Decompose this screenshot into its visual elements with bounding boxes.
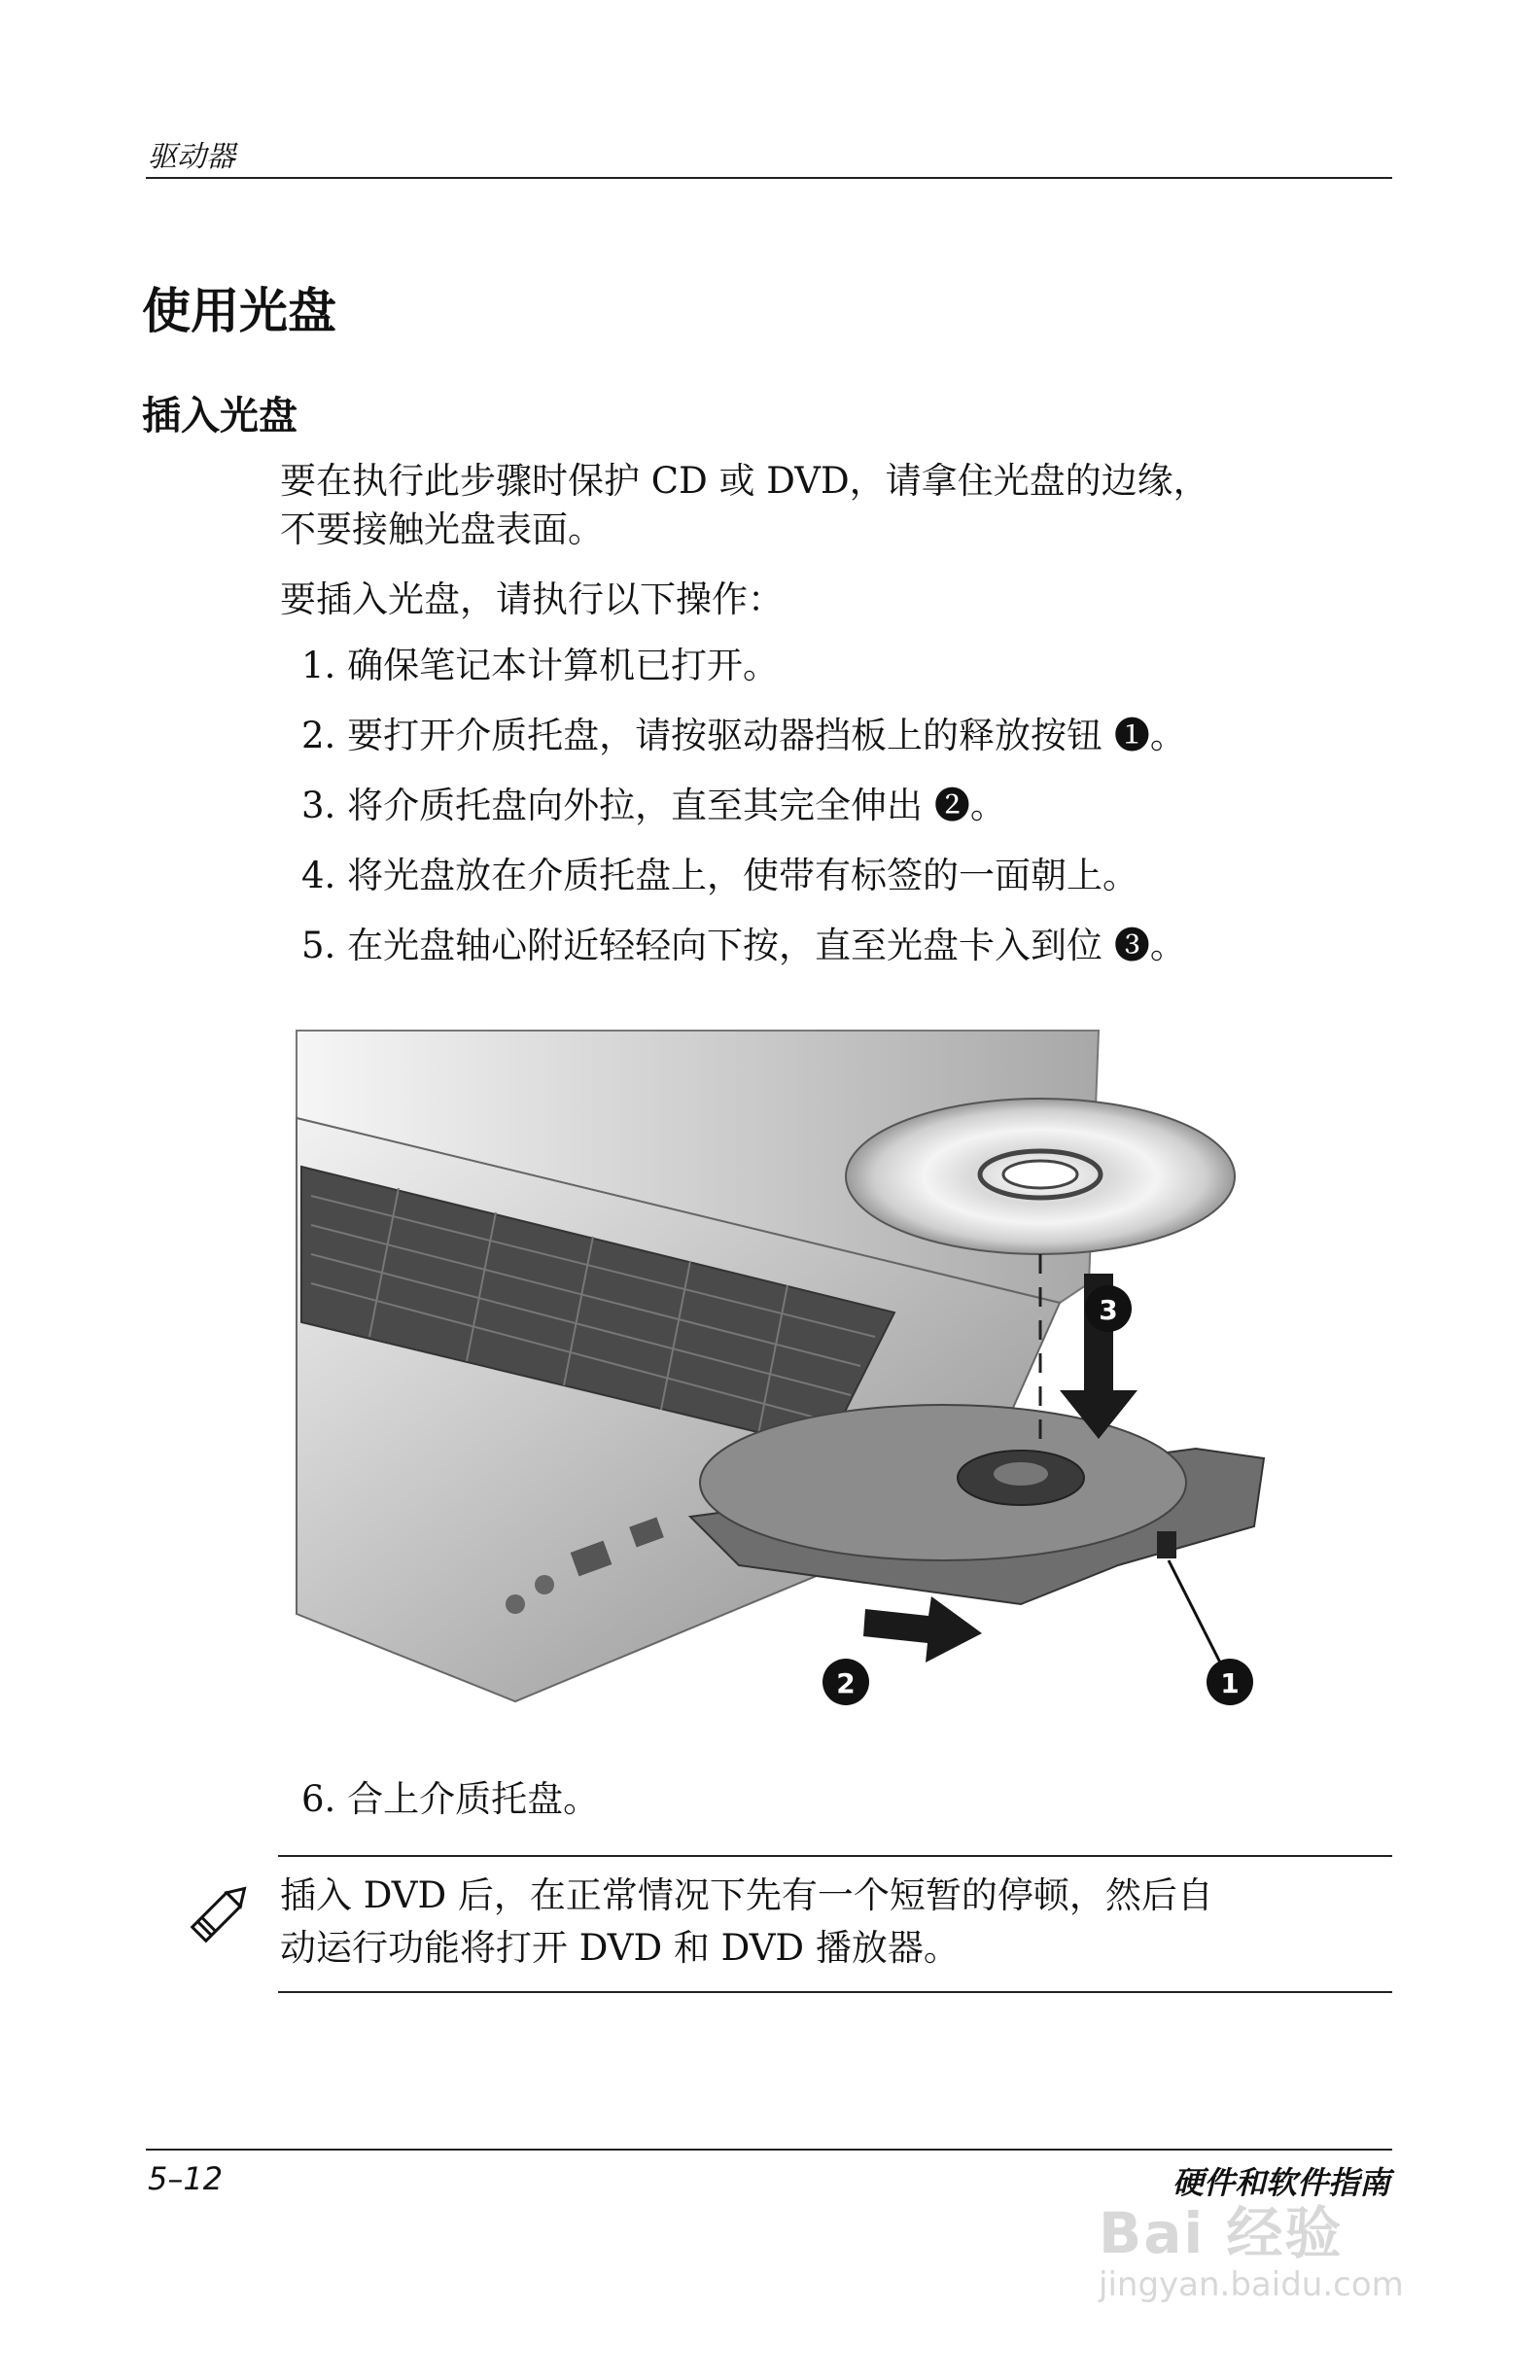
port: [506, 1594, 525, 1614]
step-item: 6. 合上介质托盘。: [301, 1778, 600, 1820]
pencil-note-icon: [181, 1874, 259, 1952]
page-title: 使用光盘: [142, 283, 336, 339]
note-line-2: 动运行功能将打开 DVD 和 DVD 播放器。: [280, 1927, 960, 1969]
tray-release-button: [1157, 1531, 1176, 1558]
step-item: 1. 确保笔记本计算机已打开。: [301, 645, 780, 686]
right-arrow: [863, 1596, 982, 1662]
step-item: 4. 将光盘放在介质托盘上，使带有标签的一面朝上。: [301, 855, 1139, 896]
svg-text:1: 1: [1220, 1667, 1240, 1699]
step-item: 5. 在光盘轴心附近轻轻向下按，直至光盘卡入到位 ❸。: [301, 925, 1186, 966]
intro-line-1: 要在执行此步骤时保护 CD 或 DVD，请拿住光盘的边缘，: [280, 460, 1209, 502]
watermark-brand: Bai 经验: [1099, 2200, 1344, 2266]
header-rule: [146, 177, 1392, 179]
callout-1: [1207, 1659, 1253, 1705]
port: [535, 1575, 554, 1594]
intro-line-3: 要插入光盘，请执行以下操作：: [280, 578, 784, 620]
callout-3: [1085, 1285, 1132, 1332]
tray-disc-recess: [700, 1405, 1186, 1560]
svg-text:3: 3: [1099, 1294, 1118, 1326]
note-top-rule: [278, 1855, 1392, 1857]
step-item: 2. 要打开介质托盘，请按驱动器挡板上的释放按钮 ❶。: [301, 715, 1186, 756]
note-line-1: 插入 DVD 后，在正常情况下先有一个短暂的停顿，然后自: [280, 1874, 1213, 1916]
step-item: 3. 将介质托盘向外拉，直至其完全伸出 ❷。: [301, 785, 1006, 826]
note-bottom-rule: [278, 1991, 1392, 1993]
callout-2: [822, 1659, 869, 1705]
optical-drive-illustration: [282, 1021, 1342, 1711]
footer-rule: [146, 2149, 1392, 2151]
watermark-url: jingyan.baidu.com: [1099, 2265, 1404, 2304]
running-header: 驱动器: [148, 140, 235, 174]
svg-text:2: 2: [836, 1667, 856, 1699]
guide-title: 硬件和软件指南: [1172, 2164, 1390, 2201]
section-heading: 插入光盘: [142, 394, 298, 438]
intro-line-2: 不要接触光盘表面。: [280, 508, 604, 550]
page-number: 5–12: [148, 2160, 224, 2197]
